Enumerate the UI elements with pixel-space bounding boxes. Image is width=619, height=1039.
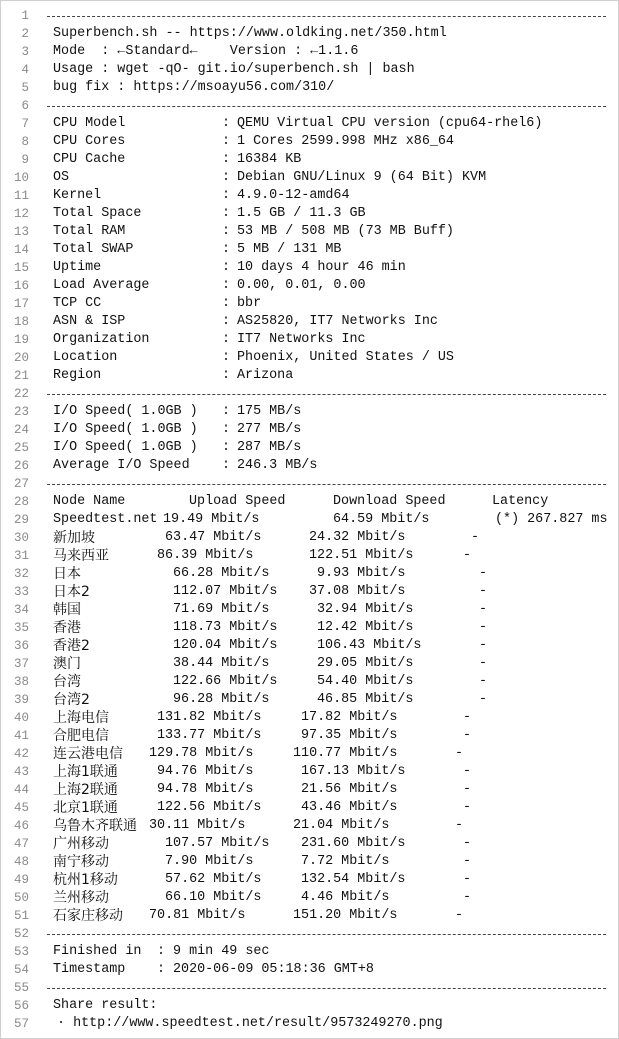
speedtest-node: 北京1联通 <box>53 800 118 816</box>
speedtest-latency: - <box>479 620 488 635</box>
line-number: 17 <box>13 297 29 311</box>
colon: : <box>222 296 231 311</box>
speedtest-download: 32.94 Mbit/s <box>317 602 414 617</box>
speedtest-download: 7.72 Mbit/s <box>301 854 390 869</box>
speedtest-node: 南宁移动 <box>53 854 109 870</box>
speedtest-download: 17.82 Mbit/s <box>301 710 398 725</box>
line-number: 36 <box>13 639 29 653</box>
line-number: 31 <box>13 549 29 563</box>
colon: : <box>222 422 231 437</box>
sysinfo-row <box>1 277 619 295</box>
speedtest-upload: 112.07 Mbit/s <box>173 584 278 599</box>
colon: : <box>222 116 231 131</box>
speedtest-latency: - <box>471 530 480 545</box>
speedtest-latency: - <box>479 692 488 707</box>
line-number: 52 <box>13 927 29 941</box>
separator-line <box>1 97 619 115</box>
speedtest-download: 37.08 Mbit/s <box>309 584 406 599</box>
colon: : <box>222 440 231 455</box>
sysinfo-row <box>1 223 619 241</box>
colon: : <box>222 224 231 239</box>
line-number: 15 <box>13 261 29 275</box>
line-number: 45 <box>13 801 29 815</box>
line-number: 16 <box>13 279 29 293</box>
line-number: 13 <box>13 225 29 239</box>
speedtest-row <box>1 529 619 547</box>
speedtest-latency: - <box>479 656 488 671</box>
sysinfo-key: CPU Model <box>53 116 126 131</box>
io-row <box>1 439 619 457</box>
separator-line <box>1 475 619 493</box>
line-number: 20 <box>13 351 29 365</box>
speedtest-latency: - <box>463 890 472 905</box>
speed-header-download: Download Speed <box>333 494 446 509</box>
share-label: Share result: <box>53 998 158 1013</box>
line-number: 2 <box>21 27 29 41</box>
speedtest-download: 54.40 Mbit/s <box>317 674 414 689</box>
bugfix-line <box>1 79 619 97</box>
dashed-separator <box>47 988 606 989</box>
speedtest-latency: - <box>463 800 472 815</box>
line-number: 8 <box>21 135 29 149</box>
line-number: 28 <box>13 495 29 509</box>
speedtest-upload: 118.73 Mbit/s <box>173 620 278 635</box>
speedtest-row <box>1 547 619 565</box>
sysinfo-row <box>1 313 619 331</box>
speedtest-row <box>1 853 619 871</box>
sysinfo-key: Total Space <box>53 206 142 221</box>
sysinfo-row <box>1 169 619 187</box>
speedtest-latency: - <box>463 854 472 869</box>
speedtest-row <box>1 583 619 601</box>
finished-label: Finished in <box>53 944 142 959</box>
line-number: 1 <box>21 9 29 23</box>
speedtest-row <box>1 799 619 817</box>
sysinfo-key: OS <box>53 170 70 185</box>
line-number: 7 <box>21 117 29 131</box>
speedtest-upload: 66.10 Mbit/s <box>165 890 262 905</box>
speedtest-latency: - <box>455 818 464 833</box>
sysinfo-key: Total SWAP <box>53 242 134 257</box>
speedtest-node: 乌鲁木齐联通 <box>53 818 137 834</box>
sysinfo-value: bbr <box>237 296 262 311</box>
timestamp-row <box>1 961 619 979</box>
speedtest-latency: - <box>463 764 472 779</box>
speed-header-upload: Upload Speed <box>189 494 286 509</box>
speedtest-latency: - <box>463 872 472 887</box>
line-number: 47 <box>13 837 29 851</box>
speedtest-node: 合肥电信 <box>53 728 109 744</box>
line-number: 55 <box>13 981 29 995</box>
speedtest-latency: - <box>479 584 488 599</box>
sysinfo-key: CPU Cores <box>53 134 126 149</box>
line-number: 6 <box>21 99 29 113</box>
speedtest-upload: 94.78 Mbit/s <box>157 782 254 797</box>
line-number: 50 <box>13 891 29 905</box>
speedtest-row <box>1 727 619 745</box>
sysinfo-row <box>1 295 619 313</box>
speedtest-latency: (*) 267.827 ms <box>495 512 608 527</box>
line-number: 18 <box>13 315 29 329</box>
share-url-row <box>1 1015 619 1033</box>
io-value: 287 MB/s <box>237 440 302 455</box>
dashed-separator <box>47 106 606 107</box>
line-number: 40 <box>13 711 29 725</box>
speedtest-upload: 96.28 Mbit/s <box>173 692 270 707</box>
speedtest-node: Speedtest.net <box>53 512 158 527</box>
speedtest-download: 64.59 Mbit/s <box>333 512 430 527</box>
sysinfo-row <box>1 331 619 349</box>
speedtest-row <box>1 655 619 673</box>
sysinfo-row <box>1 367 619 385</box>
speedtest-row <box>1 691 619 709</box>
sysinfo-row <box>1 349 619 367</box>
speedtest-node: 新加坡 <box>53 530 95 546</box>
speedtest-row <box>1 781 619 799</box>
speedtest-latency: - <box>463 782 472 797</box>
line-number: 9 <box>21 153 29 167</box>
speedtest-latency: - <box>479 566 488 581</box>
sysinfo-key: ASN & ISP <box>53 314 126 329</box>
sysinfo-row <box>1 115 619 133</box>
speedtest-download: 122.51 Mbit/s <box>309 548 414 563</box>
colon: : <box>222 206 231 221</box>
colon: : <box>222 332 231 347</box>
sysinfo-value: 10 days 4 hour 46 min <box>237 260 406 275</box>
sysinfo-value: 1 Cores 2599.998 MHz x86_64 <box>237 134 454 149</box>
sysinfo-row <box>1 187 619 205</box>
speedtest-node: 韩国 <box>53 602 81 618</box>
speedtest-download: 151.20 Mbit/s <box>293 908 398 923</box>
speedtest-upload: 63.47 Mbit/s <box>165 530 262 545</box>
timestamp-value: 2020-06-09 05:18:36 GMT+8 <box>173 962 374 977</box>
speedtest-latency: - <box>479 638 488 653</box>
io-row <box>1 457 619 475</box>
colon: : <box>222 458 231 473</box>
sysinfo-value: 16384 KB <box>237 152 302 167</box>
speedtest-download: 106.43 Mbit/s <box>317 638 422 653</box>
speedtest-node: 香港2 <box>53 638 90 654</box>
colon: : <box>222 170 231 185</box>
usage-line <box>1 61 619 79</box>
line-number: 38 <box>13 675 29 689</box>
line-number: 46 <box>13 819 29 833</box>
speedtest-row <box>1 871 619 889</box>
speedtest-upload: 122.56 Mbit/s <box>157 800 262 815</box>
speedtest-upload: 70.81 Mbit/s <box>149 908 246 923</box>
bugfix-text: bug fix : https://msoayu56.com/310/ <box>53 80 335 95</box>
colon: : <box>222 404 231 419</box>
speedtest-upload: 120.04 Mbit/s <box>173 638 278 653</box>
sysinfo-key: Uptime <box>53 260 102 275</box>
io-value: 175 MB/s <box>237 404 302 419</box>
speedtest-row <box>1 673 619 691</box>
speedtest-upload: 86.39 Mbit/s <box>157 548 254 563</box>
line-number: 21 <box>13 369 29 383</box>
line-number: 44 <box>13 783 29 797</box>
speedtest-upload: 94.76 Mbit/s <box>157 764 254 779</box>
mode-text: Mode : ←Standard← Version : ←1.1.6 <box>53 44 359 59</box>
line-number: 29 <box>13 513 29 527</box>
speedtest-download: 43.46 Mbit/s <box>301 800 398 815</box>
line-number: 12 <box>13 207 29 221</box>
speedtest-latency: - <box>463 548 472 563</box>
speedtest-node: 台湾2 <box>53 692 90 708</box>
speedtest-row <box>1 637 619 655</box>
speedtest-node: 日本2 <box>53 584 90 600</box>
line-number: 33 <box>13 585 29 599</box>
dashed-separator <box>47 934 606 935</box>
speedtest-latency: - <box>455 908 464 923</box>
speedtest-node: 上海2联通 <box>53 782 118 798</box>
speedtest-upload: 129.78 Mbit/s <box>149 746 254 761</box>
speedtest-download: 12.42 Mbit/s <box>317 620 414 635</box>
colon: : <box>222 152 231 167</box>
separator-line <box>1 385 619 403</box>
line-number: 54 <box>13 963 29 977</box>
header-title-line <box>1 25 619 43</box>
colon: : <box>222 314 231 329</box>
share-url: · http://www.speedtest.net/result/9573249270.png <box>57 1016 443 1031</box>
speedtest-node: 香港 <box>53 620 81 636</box>
line-number: 19 <box>13 333 29 347</box>
speedtest-node: 上海1联通 <box>53 764 118 780</box>
speedtest-node: 兰州移动 <box>53 890 109 906</box>
sysinfo-value: QEMU Virtual CPU version (cpu64-rhel6) <box>237 116 543 131</box>
separator-line <box>1 979 619 997</box>
colon: : <box>222 350 231 365</box>
dashed-separator <box>47 16 606 17</box>
line-number: 11 <box>13 189 29 203</box>
speedtest-download: 231.60 Mbit/s <box>301 836 406 851</box>
speedtest-download: 132.54 Mbit/s <box>301 872 406 887</box>
speed-header-node: Node Name <box>53 494 126 509</box>
colon: : <box>157 944 166 959</box>
speedtest-upload: 122.66 Mbit/s <box>173 674 278 689</box>
speedtest-download: 29.05 Mbit/s <box>317 656 414 671</box>
line-number: 3 <box>21 45 29 59</box>
speedtest-download: 167.13 Mbit/s <box>301 764 406 779</box>
separator-line <box>1 7 619 25</box>
io-key: I/O Speed( 1.0GB ) <box>53 404 198 419</box>
speedtest-node: 上海电信 <box>53 710 109 726</box>
sysinfo-row <box>1 259 619 277</box>
speedtest-download: 21.56 Mbit/s <box>301 782 398 797</box>
speedtest-row <box>1 763 619 781</box>
line-number: 5 <box>21 81 29 95</box>
sysinfo-value: 5 MB / 131 MB <box>237 242 342 257</box>
speedtest-latency: - <box>479 674 488 689</box>
speedtest-row <box>1 817 619 835</box>
sysinfo-value: Arizona <box>237 368 294 383</box>
usage-text: Usage : wget -qO- git.io/superbench.sh | bash <box>53 62 415 77</box>
speedtest-upload: 107.57 Mbit/s <box>165 836 270 851</box>
speedtest-row <box>1 511 619 529</box>
line-number: 39 <box>13 693 29 707</box>
speedtest-node: 马来西亚 <box>53 548 109 564</box>
speedtest-node: 连云港电信 <box>53 746 123 762</box>
speedtest-upload: 57.62 Mbit/s <box>165 872 262 887</box>
sysinfo-row <box>1 241 619 259</box>
sysinfo-key: Location <box>53 350 118 365</box>
speedtest-row <box>1 889 619 907</box>
speedtest-row <box>1 709 619 727</box>
speedtest-download: 24.32 Mbit/s <box>309 530 406 545</box>
speedtest-row <box>1 745 619 763</box>
speedtest-row <box>1 601 619 619</box>
colon: : <box>157 962 166 977</box>
speedtest-latency: - <box>479 602 488 617</box>
line-number: 30 <box>13 531 29 545</box>
speedtest-download: 21.04 Mbit/s <box>293 818 390 833</box>
line-number: 25 <box>13 441 29 455</box>
speedtest-latency: - <box>463 728 472 743</box>
line-number: 32 <box>13 567 29 581</box>
colon: : <box>222 188 231 203</box>
line-number: 10 <box>13 171 29 185</box>
sysinfo-value: 53 MB / 508 MB (73 MB Buff) <box>237 224 454 239</box>
speedtest-row <box>1 619 619 637</box>
sysinfo-key: Organization <box>53 332 150 347</box>
speedtest-upload: 19.49 Mbit/s <box>163 512 260 527</box>
speedtest-upload: 30.11 Mbit/s <box>149 818 246 833</box>
speedtest-upload: 71.69 Mbit/s <box>173 602 270 617</box>
line-number: 27 <box>13 477 29 491</box>
io-key: Average I/O Speed <box>53 458 190 473</box>
line-number: 23 <box>13 405 29 419</box>
mode-line <box>1 43 619 61</box>
line-number: 51 <box>13 909 29 923</box>
sysinfo-key: Total RAM <box>53 224 126 239</box>
speedtest-download: 9.93 Mbit/s <box>317 566 406 581</box>
line-number: 4 <box>21 63 29 77</box>
timestamp-label: Timestamp <box>53 962 126 977</box>
colon: : <box>222 134 231 149</box>
sysinfo-value: Debian GNU/Linux 9 (64 Bit) KVM <box>237 170 487 185</box>
io-row <box>1 403 619 421</box>
line-number: 41 <box>13 729 29 743</box>
speedtest-node: 台湾 <box>53 674 81 690</box>
sysinfo-key: CPU Cache <box>53 152 126 167</box>
sysinfo-value: Phoenix, United States / US <box>237 350 454 365</box>
speedtest-latency: - <box>455 746 464 761</box>
speedtest-node: 石家庄移动 <box>53 908 123 924</box>
io-key: I/O Speed( 1.0GB ) <box>53 440 198 455</box>
line-number: 35 <box>13 621 29 635</box>
sysinfo-key: Load Average <box>53 278 150 293</box>
sysinfo-row <box>1 151 619 169</box>
sysinfo-key: Kernel <box>53 188 102 203</box>
speedtest-row <box>1 565 619 583</box>
speedtest-upload: 38.44 Mbit/s <box>173 656 270 671</box>
line-number: 48 <box>13 855 29 869</box>
speedtest-node: 广州移动 <box>53 836 109 852</box>
io-key: I/O Speed( 1.0GB ) <box>53 422 198 437</box>
line-number: 53 <box>13 945 29 959</box>
speedtest-latency: - <box>463 710 472 725</box>
speed-header-latency: Latency <box>492 494 549 509</box>
speedtest-download: 97.35 Mbit/s <box>301 728 398 743</box>
share-label-row <box>1 997 619 1015</box>
line-number: 57 <box>13 1017 29 1031</box>
finished-row <box>1 943 619 961</box>
line-number: 42 <box>13 747 29 761</box>
sysinfo-value: 4.9.0-12-amd64 <box>237 188 350 203</box>
finished-value: 9 min 49 sec <box>173 944 270 959</box>
dashed-separator <box>47 394 606 395</box>
speedtest-upload: 133.77 Mbit/s <box>157 728 262 743</box>
line-number: 37 <box>13 657 29 671</box>
speedtest-row <box>1 835 619 853</box>
dashed-separator <box>47 484 606 485</box>
line-number: 56 <box>13 999 29 1013</box>
sysinfo-value: 0.00, 0.01, 0.00 <box>237 278 366 293</box>
colon: : <box>222 242 231 257</box>
io-value: 246.3 MB/s <box>237 458 318 473</box>
sysinfo-row <box>1 133 619 151</box>
line-number: 49 <box>13 873 29 887</box>
speedtest-upload: 66.28 Mbit/s <box>173 566 270 581</box>
speedtest-node: 日本 <box>53 566 81 582</box>
speedtest-node: 杭州1移动 <box>53 872 118 888</box>
sysinfo-value: AS25820, IT7 Networks Inc <box>237 314 438 329</box>
colon: : <box>222 260 231 275</box>
colon: : <box>222 278 231 293</box>
speedtest-download: 46.85 Mbit/s <box>317 692 414 707</box>
speed-header-row <box>1 493 619 511</box>
sysinfo-key: Region <box>53 368 102 383</box>
sysinfo-key: TCP CC <box>53 296 102 311</box>
line-number: 43 <box>13 765 29 779</box>
io-row <box>1 421 619 439</box>
sysinfo-row <box>1 205 619 223</box>
separator-line <box>1 925 619 943</box>
colon: : <box>222 368 231 383</box>
speedtest-row <box>1 907 619 925</box>
line-number: 14 <box>13 243 29 257</box>
line-number: 34 <box>13 603 29 617</box>
speedtest-download: 4.46 Mbit/s <box>301 890 390 905</box>
sysinfo-value: 1.5 GB / 11.3 GB <box>237 206 366 221</box>
line-number: 26 <box>13 459 29 473</box>
speedtest-upload: 131.82 Mbit/s <box>157 710 262 725</box>
io-value: 277 MB/s <box>237 422 302 437</box>
header-title: Superbench.sh -- https://www.oldking.net/350.html <box>53 26 447 41</box>
speedtest-latency: - <box>463 836 472 851</box>
speedtest-node: 澳门 <box>53 656 81 672</box>
line-number: 24 <box>13 423 29 437</box>
sysinfo-value: IT7 Networks Inc <box>237 332 366 347</box>
speedtest-download: 110.77 Mbit/s <box>293 746 398 761</box>
speedtest-upload: 7.90 Mbit/s <box>165 854 254 869</box>
line-number: 22 <box>13 387 29 401</box>
